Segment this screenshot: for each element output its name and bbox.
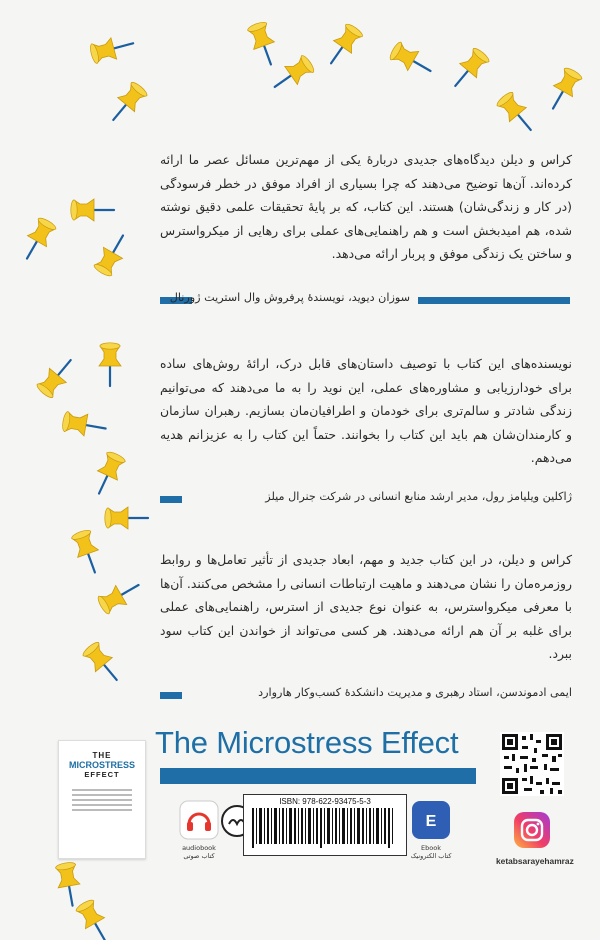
pin-icon bbox=[17, 216, 58, 264]
pin-icon bbox=[74, 898, 115, 940]
barcode-icon bbox=[244, 806, 404, 850]
attribution-bar bbox=[160, 496, 182, 503]
endorsement-quote-2: نویسنده‌های این کتاب با توصیف داستان‌های قابل درک، ارائهٔ روش‌های ساده برای خودارزیابی و مشاوره‌های عملی، این نوید را به ما می‌دهند که می‌توانیم زندگی شادتر و سالم‌تری برای خودمان و اطرافیان‌مان بسازیم. رهبران سازمان و کارمندان‌شان هم باید این کتاب را بخوانند. حتماً این کتاب را به عزیزانم هدیه می‌دهم. bbox=[160, 356, 572, 465]
headphones-icon bbox=[179, 800, 219, 840]
pin-icon bbox=[388, 40, 436, 81]
audiobook-label: کتاب صوتی bbox=[183, 852, 215, 860]
endorsement-quote-3: کراس و دیلن، در این کتاب جدید و مهم، ابعاد جدیدی از تأثیر تعامل‌ها و روابط روزمره‌مان را نشان می‌دهند و ماهیت ارتباطات انسانی را مشخص می‌کنند. آن‌ها با معرفی میکرواسترس، به عنوان نوع جدیدی از استرس، راهنمایی‌های عملی برای غلبه بر آن هم ارائه می‌دهند. هر کسی می‌تواند از خواندن این کتاب سود ببرد. bbox=[160, 552, 572, 661]
endorsement-author-3: ایمی ادموندسن، استاد رهبری و مدیریت دانشکدهٔ کسب‌وکار هاروارد bbox=[258, 686, 572, 699]
title-underline-bar bbox=[160, 768, 476, 784]
front-cover-thumbnail bbox=[58, 740, 146, 859]
attribution-bar bbox=[418, 297, 570, 304]
audiobook-badge bbox=[176, 800, 222, 860]
audiobook-en-label: audiobook bbox=[182, 844, 216, 852]
pin-icon bbox=[70, 528, 105, 576]
pin-icon bbox=[54, 861, 83, 907]
pin-icon bbox=[89, 450, 127, 498]
pin-icon bbox=[246, 20, 281, 68]
ebook-icon bbox=[411, 800, 451, 840]
pin-icon bbox=[447, 46, 492, 93]
ebook-badge bbox=[408, 800, 454, 860]
pin-icon bbox=[92, 230, 133, 278]
pin-icon bbox=[268, 53, 316, 96]
isbn-number: ISBN: 978-622-93475-5-3 bbox=[279, 797, 371, 806]
pin-icon bbox=[89, 33, 136, 65]
svg-text:E: E bbox=[425, 813, 437, 830]
thumb-line-1: THE bbox=[92, 751, 112, 760]
endorsement-author-1: سوزان دیوید، نویسندهٔ پرفروش وال استریت ژورنال bbox=[169, 291, 410, 304]
instagram-icon bbox=[514, 812, 550, 848]
endorsement-author-2: ژاکلین ویلیامز رول، مدیر ارشد منابع انسانی در شرکت جنرال میلز bbox=[265, 490, 572, 503]
pin-icon bbox=[71, 199, 114, 221]
book-title: The Microstress Effect bbox=[155, 725, 459, 760]
pin-icon bbox=[105, 80, 150, 127]
instagram-handle: ketabsarayehamraz bbox=[496, 856, 574, 866]
thumb-line-3: EFFECT bbox=[84, 770, 120, 779]
ebook-label: کتاب الکترونیک bbox=[410, 852, 452, 860]
pin-icon bbox=[99, 343, 121, 386]
pin-icon bbox=[105, 507, 148, 529]
pin-icon bbox=[495, 90, 540, 137]
thumb-line-2: MICROSTRESS bbox=[68, 760, 135, 770]
pin-icon bbox=[81, 640, 126, 687]
pin-icon bbox=[35, 353, 80, 400]
qr-code-icon bbox=[500, 732, 564, 796]
pin-icon bbox=[61, 410, 107, 439]
endorsement-quote-1: کراس و دیلن دیدگاه‌های جدیدی دربارهٔ یکی از مهم‌ترین مسائل عصر ما ارائه کرده‌اند. آن‌ها توضیح می‌دهند که چرا بسیاری از افراد موفق در خطر فرسودگی (در کار و زندگی‌شان) هستند. این کتاب، که بر پایهٔ تحقیقات علمی دقیق نوشته شده، هم امیدبخش است و هم راهنمایی‌های عملی برای رهایی از میکرواسترس و ساختن یک زندگی موفق و پربار ارائه می‌دهد. bbox=[160, 152, 572, 261]
pin-icon bbox=[543, 66, 584, 114]
thumb-subtitle-lines bbox=[72, 789, 132, 811]
pin-icon bbox=[322, 22, 365, 70]
isbn-barcode bbox=[243, 794, 407, 856]
ebook-en-label: Ebook bbox=[421, 844, 441, 852]
attribution-bar bbox=[160, 692, 182, 699]
pin-icon bbox=[96, 575, 144, 616]
